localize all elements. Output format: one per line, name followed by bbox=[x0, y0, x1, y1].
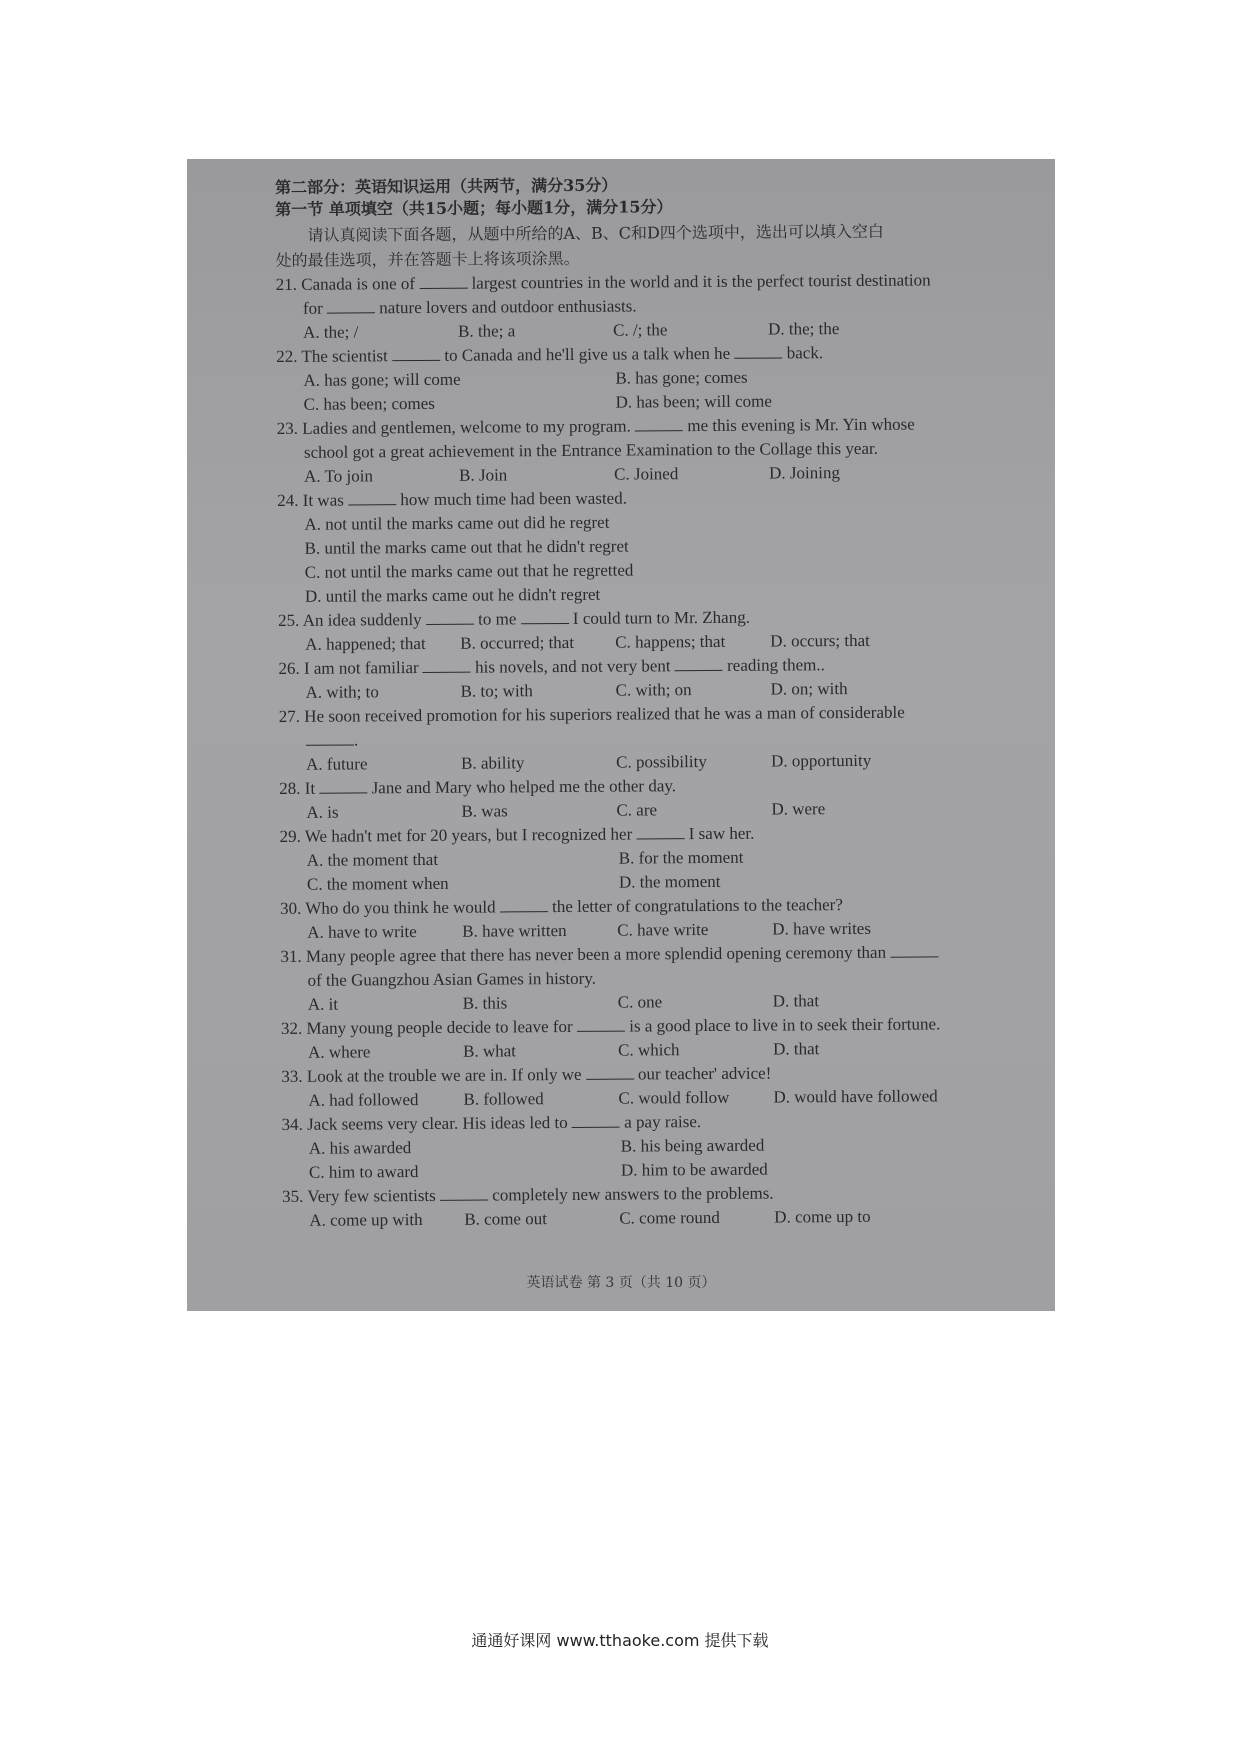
option: B. come out bbox=[464, 1209, 547, 1229]
question-text: Jane and Mary who helped me the other day. bbox=[367, 776, 677, 798]
question-item bbox=[280, 892, 1022, 945]
question-number: 23. bbox=[276, 418, 303, 438]
option: D. have writes bbox=[772, 918, 871, 939]
option: C. are bbox=[616, 800, 658, 820]
option: D. until the marks came out he didn't regret bbox=[304, 584, 601, 606]
question-item bbox=[279, 772, 1021, 825]
option: C. /; the bbox=[613, 320, 668, 340]
option: D. the; the bbox=[768, 319, 840, 339]
option: D. Joining bbox=[769, 463, 840, 483]
option: A. has gone; will come bbox=[303, 369, 461, 390]
question-stem bbox=[280, 940, 1022, 993]
option: B. the; a bbox=[458, 321, 516, 341]
question-number: 32. bbox=[280, 1018, 307, 1038]
question-text: nature lovers and outdoor enthusiasts. bbox=[374, 296, 637, 318]
question-item bbox=[281, 1060, 1023, 1113]
answer-blank bbox=[440, 1186, 488, 1201]
question-number: 24. bbox=[277, 490, 303, 510]
question-text: We hadn't met for 20 years, but I recognized her bbox=[304, 824, 637, 846]
answer-blank bbox=[319, 778, 367, 793]
question-text: largest countries in the world and it is the perfect tourist destination bbox=[467, 270, 931, 293]
option: B. have written bbox=[462, 920, 567, 941]
question-list bbox=[276, 268, 1025, 1233]
question-number: 21. bbox=[275, 274, 302, 294]
option: B. followed bbox=[463, 1089, 544, 1109]
answer-blank bbox=[423, 658, 471, 673]
option: D. has been; will come bbox=[615, 391, 772, 412]
option: A. have to write bbox=[307, 922, 417, 942]
question-stem bbox=[277, 412, 1019, 465]
question-text: It bbox=[304, 778, 320, 798]
answer-blank bbox=[500, 897, 548, 912]
question-text: our teacher' advice! bbox=[633, 1063, 772, 1084]
question-text: Very few scientists bbox=[307, 1185, 441, 1206]
answer-blank bbox=[635, 416, 683, 431]
option: A. his awarded bbox=[308, 1138, 412, 1158]
option: A. not until the marks came out did he regret bbox=[304, 512, 610, 534]
option: D. were bbox=[771, 799, 826, 819]
question-text: to Canada and he'll give us a talk when he bbox=[440, 343, 735, 365]
question-text: how much time had been wasted. bbox=[396, 488, 628, 510]
question-text: is a good place to live in to seek their fortune. bbox=[624, 1014, 941, 1036]
option: A. come up with bbox=[309, 1209, 423, 1230]
question-text: back. bbox=[782, 343, 824, 363]
option: B. ability bbox=[461, 753, 525, 773]
question-text: to me bbox=[473, 609, 521, 629]
question-text: I saw her. bbox=[684, 823, 755, 844]
option: D. that bbox=[772, 991, 820, 1011]
question-number: 33. bbox=[281, 1066, 307, 1086]
question-text: It was bbox=[302, 490, 349, 510]
answer-blank bbox=[419, 274, 467, 289]
scanned-exam-photo bbox=[187, 159, 1055, 1311]
answer-blank bbox=[734, 343, 782, 358]
question-number: 28. bbox=[279, 778, 305, 798]
option: A. the moment that bbox=[306, 849, 439, 870]
option: D. come up to bbox=[774, 1206, 871, 1227]
option: C. has been; comes bbox=[303, 393, 435, 414]
question-text: Jack seems very clear. His ideas led to bbox=[307, 1112, 573, 1134]
question-stem bbox=[276, 268, 1018, 321]
instruction-line-2: 处的最佳选项，并在答题卡上将该项涂黑。 bbox=[275, 248, 580, 270]
option: C. come round bbox=[619, 1207, 720, 1228]
question-text: An idea suddenly bbox=[302, 609, 426, 630]
question-item bbox=[278, 652, 1020, 705]
option: B. this bbox=[462, 993, 508, 1013]
question-number: 29. bbox=[279, 826, 305, 846]
question-item bbox=[276, 268, 1018, 345]
option: A. happened; that bbox=[305, 633, 426, 654]
option: D. him to be awarded bbox=[620, 1159, 768, 1180]
answer-blank bbox=[348, 490, 396, 505]
answer-blank bbox=[426, 610, 474, 625]
question-text: completely new answers to the problems. bbox=[487, 1183, 774, 1205]
question-text: I could turn to Mr. Zhang. bbox=[568, 607, 751, 628]
question-text: Many young people decide to leave for bbox=[306, 1016, 578, 1038]
part-title: 第二部分：英语知识运用（共两节，满分35分） bbox=[275, 175, 618, 197]
question-text: school got a great achievement in the Entrance Examination to the Collage this year. bbox=[303, 438, 879, 462]
option: C. him to award bbox=[308, 1162, 419, 1182]
options-row bbox=[282, 1204, 1024, 1233]
option: B. his being awarded bbox=[620, 1135, 765, 1156]
option: C. would follow bbox=[618, 1087, 730, 1108]
option: C. with; on bbox=[615, 680, 692, 700]
option: A. where bbox=[308, 1042, 371, 1062]
option: A. the; / bbox=[303, 322, 359, 342]
answer-blank bbox=[572, 1113, 620, 1128]
option: D. occurs; that bbox=[770, 630, 870, 651]
question-text: The scientist bbox=[301, 346, 393, 366]
option: C. happens; that bbox=[615, 631, 726, 652]
question-number: 27. bbox=[278, 706, 305, 726]
answer-blank bbox=[675, 656, 723, 671]
question-item bbox=[278, 604, 1020, 657]
option: C. not until the marks came out that he regretted bbox=[304, 560, 634, 582]
option: C. have write bbox=[617, 919, 709, 940]
question-stem bbox=[279, 700, 1021, 753]
question-text: Canada is one of bbox=[301, 273, 420, 294]
question-item bbox=[280, 940, 1022, 1017]
option: A. To join bbox=[304, 466, 374, 486]
option: C. possibility bbox=[616, 752, 707, 772]
question-text: I am not familiar bbox=[303, 657, 423, 678]
question-item bbox=[276, 340, 1018, 417]
question-text: reading them.. bbox=[722, 655, 825, 675]
option: D. would have followed bbox=[773, 1086, 938, 1107]
question-number: 30. bbox=[280, 898, 306, 918]
answer-blank bbox=[392, 346, 440, 361]
question-item bbox=[282, 1180, 1024, 1233]
option: A. it bbox=[307, 994, 339, 1014]
option: C. the moment when bbox=[306, 873, 449, 894]
answer-blank bbox=[636, 824, 684, 839]
question-text: Look at the trouble we are in. If only we bbox=[306, 1064, 586, 1086]
question-text: a pay raise. bbox=[619, 1112, 702, 1132]
option: C. which bbox=[618, 1040, 680, 1060]
section-title: 第一节 单项填空（共15小题；每小题1分，满分15分） bbox=[275, 197, 673, 219]
question-text: for bbox=[302, 298, 328, 318]
question-item bbox=[281, 1012, 1023, 1065]
question-text: Who do you think he would bbox=[305, 897, 500, 918]
option: B. until the marks came out that he didn't regret bbox=[304, 536, 629, 558]
site-footer: 通通好课网 www.tthaoke.com 提供下载 bbox=[471, 1631, 769, 1650]
question-item bbox=[277, 412, 1019, 489]
question-text: Ladies and gentlemen, welcome to my program. bbox=[302, 416, 636, 438]
option: B. to; with bbox=[460, 681, 533, 701]
answer-blank bbox=[327, 298, 375, 313]
question-text: me this evening is Mr. Yin whose bbox=[682, 414, 915, 436]
question-item bbox=[279, 700, 1021, 777]
answer-blank bbox=[577, 1017, 625, 1032]
option: A. is bbox=[306, 802, 339, 822]
question-item bbox=[280, 820, 1022, 897]
instructions bbox=[275, 218, 1017, 273]
option: D. the moment bbox=[618, 871, 721, 892]
page-number-footer: 英语试卷 第 3 页（共 10 页） bbox=[526, 1275, 716, 1291]
question-number: 31. bbox=[280, 946, 307, 966]
answer-blank bbox=[890, 942, 938, 957]
option: A. future bbox=[306, 754, 368, 774]
option: B. was bbox=[461, 801, 508, 821]
exam-content bbox=[275, 172, 1024, 1233]
option: B. has gone; comes bbox=[615, 367, 748, 388]
question-number: 22. bbox=[276, 346, 302, 366]
option: A. with; to bbox=[305, 682, 379, 702]
option: B. what bbox=[463, 1041, 517, 1061]
option: B. Join bbox=[459, 465, 508, 485]
question-text: Many people agree that there has never been a more splendid opening ceremony than bbox=[305, 942, 891, 966]
question-text: his novels, and not very bent bbox=[470, 656, 675, 677]
question-item bbox=[282, 1108, 1024, 1185]
question-item bbox=[277, 484, 1020, 609]
option: D. that bbox=[773, 1039, 820, 1059]
option: C. one bbox=[617, 992, 663, 1012]
answer-blank bbox=[586, 1065, 634, 1080]
option: D. opportunity bbox=[771, 750, 872, 771]
instruction-line-1: 请认真阅读下面各题，从题中所给的A、B、C和D四个选项中，选出可以填入空白 bbox=[307, 221, 884, 245]
option: B. for the moment bbox=[618, 847, 744, 868]
option: C. Joined bbox=[614, 464, 679, 484]
question-number: 35. bbox=[282, 1186, 308, 1206]
option: B. occurred; that bbox=[460, 632, 575, 653]
question-number: 26. bbox=[278, 658, 304, 678]
option: D. on; with bbox=[770, 679, 848, 699]
answer-blank bbox=[521, 609, 569, 624]
option: A. had followed bbox=[308, 1090, 419, 1110]
answer-blank bbox=[306, 730, 354, 745]
question-text: the letter of congratulations to the teacher? bbox=[547, 895, 843, 917]
question-number: 34. bbox=[281, 1114, 308, 1134]
question-text: He soon received promotion for his superiors realized that he was a man of considerable bbox=[304, 702, 905, 726]
question-text: . bbox=[353, 730, 359, 750]
question-number: 25. bbox=[278, 610, 303, 630]
question-text: of the Guangzhou Asian Games in history. bbox=[307, 968, 596, 990]
